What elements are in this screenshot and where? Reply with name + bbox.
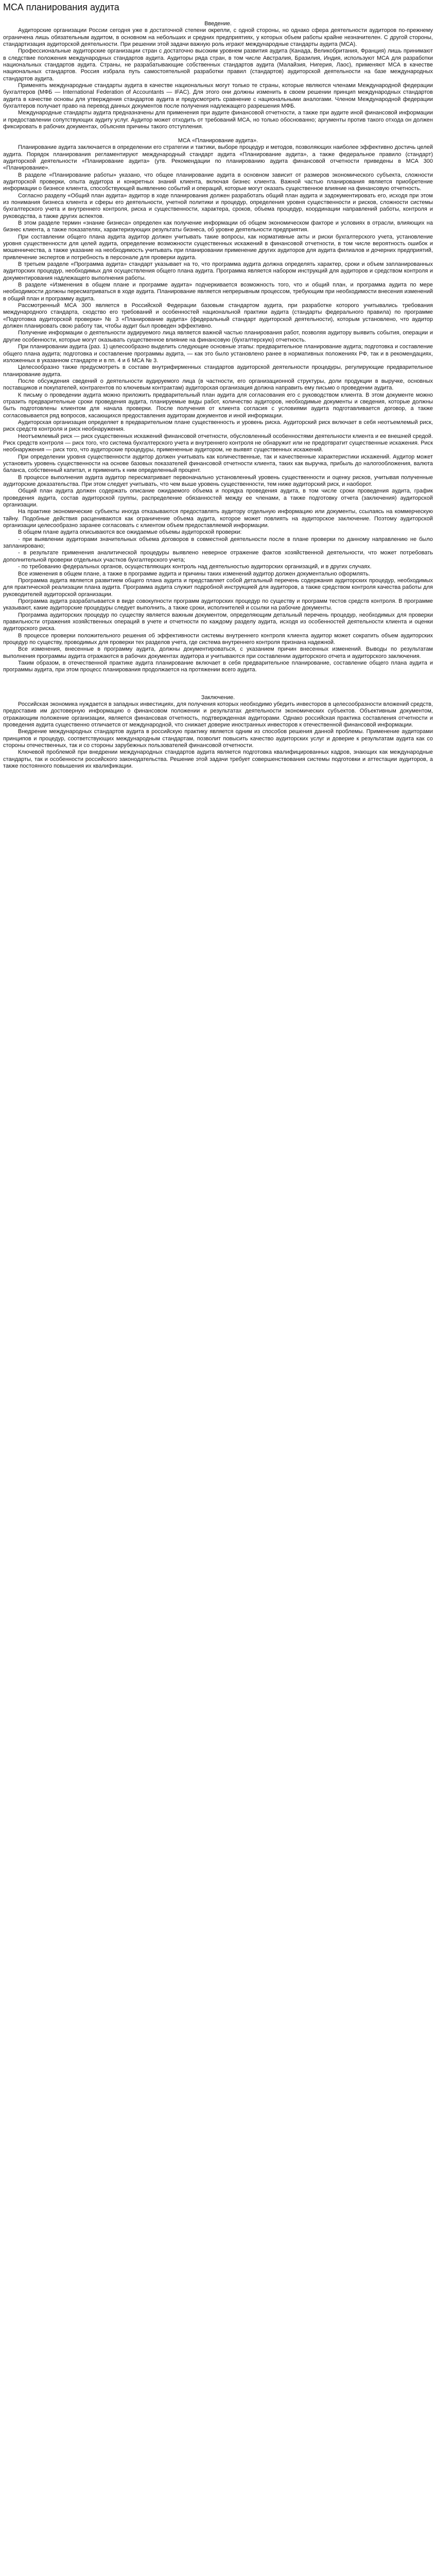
paragraph: При планировании аудита (раз. 1) целесообразно выделить следующие основные этапы: предварительное планирование аудита; подготовка и составление общего плана аудита; подготовка и составление программы аудита, — как это было установлено ранее в нормативных положениях РФ, так и в рекомендациях, изложенных в указанном стандарте и в пп. 4 и 6 МСА № 3. — [3, 344, 433, 364]
paragraph: В общем плане аудита описываются все ожидаемые объемы аудиторской проверки: — [18, 529, 242, 536]
paragraph: При составлении общего плана аудита аудитор должен учитывать такие вопросы, как нормативные акты и риски бухгалтерского учета, установление уровня существенности для целей аудита, определение возможности существенных искажений в финансовой отчетности, в том числе вероятность ошибок и мошенничества, а также указание на необходимость учитывать при планировании применение других аудиторов для аудита филиалов и дочерних предприятий, привлечение экспертов и потребность в персонале для проверки аудита. — [3, 233, 433, 261]
intro-section — [3, 27, 433, 130]
page-title: МСА планирования аудита — [3, 2, 119, 12]
article-body — [3, 21, 433, 770]
paragraph: Программа аудита является развитием общего плана аудита и представляет собой детальный перечень содержания аудиторских процедур, необходимых для практической реализации плана аудита. Программа аудита служит подробной инструкцией для аудиторов, а также средством контроля качества работы для руководителей аудиторской организации. — [3, 577, 433, 598]
paragraph: Аудиторские организации России сегодня уже в достаточной степени окрепли, с одной стороны, но однако сфера деятельности аудиторов по-прежнему ограничена лишь обязательным аудитом, в основном на небольших и средних предприятиях, у которых объем работы крайне незначителен. С другой стороны, стандартизация аудиторской деятельности. При решении этой задачи важную роль играют международные стандарты аудита (МСА). — [3, 27, 433, 48]
paragraph: Ключевой проблемой при внедрении международных стандартов аудита является подготовка квалифицированных кадров, знающих как международные стандарты, так и особенности российского законодательства. Решение этой задачи требует совершенствования системы подготовки и аттестации аудиторов, а также постоянного повышения их квалификации. — [3, 749, 433, 770]
main-section — [3, 144, 433, 673]
paragraph: Согласно разделу «Общий план аудита» аудитор в ходе планирования должен разработать общий план аудита и задокументировать его, исходя при этом из понимания бизнеса клиента и сферы его деятельности, учетной политики и процедур, определения уровня существенности и рисков, сложности системы бухгалтерского учета и внутреннего контроля, риска и существенности, характера, сроков, объема процедур, координации направлений работы, контроля и руководства, а также других аспектов. — [3, 192, 433, 219]
paragraph: В разделе «Планирование работы» указано, что общее планирование аудита в основном зависит от размеров экономического субъекта, сложности аудиторской проверки, опыта аудитора и конкретных знаний клиента, включая бизнес клиента. Важной частью планирования является приобретение информации о бизнесе клиента, способствующей выявлению событий и операций, которые могут оказать существенное влияние на финансовую отчетность. — [3, 172, 433, 192]
paragraph: - при выявлении аудиторами значительных объема договоров в совместной деятельности после в плане проверки по данному направлению не было запланировано; — [3, 536, 433, 550]
paragraph: В процессе выполнения аудита аудитор пересматривает первоначально установленный уровень существенности и оценку рисков, учитывая полученные аудиторские доказательства. При этом следует учитывать, что чем выше уровень существенности, тем ниже аудиторский риск, и наоборот. — [3, 474, 433, 488]
section-heading: МСА «Планирование аудита». — [178, 137, 258, 144]
paragraph: Аудиторская организация определяет в предварительном плане существенность и уровень риска. Аудиторский риск включает в себя неотъемлемый риск, риск средств контроля и риск необнаружения. — [3, 419, 433, 433]
paragraph: В третьем разделе «Программа аудита» стандарт указывает на то, что программа аудита должна определять характер, сроки и объем запланированных аудиторских процедур, необходимых для осуществления общего плана аудита. Программа является набором инструкций для аудиторов и средством контроля и документирования надлежащего выполнения работы. — [3, 261, 433, 281]
paragraph: На практике экономические субъекты иногда отказываются предоставлять аудитору отдельную информацию или документы, ссылаясь на коммерческую тайну. Подобные действия расцениваются как ограничение объема аудита, которое может повлиять на аудиторское заключение. Поэтому аудиторской организации целесообразно заранее согласовать с клиентом объем предоставляемой информации. — [3, 509, 433, 529]
conclusion-heading: Заключение. — [201, 694, 235, 701]
paragraph: Применять международные стандарты аудита в качестве национальных могут только те страны, которые являются членами Международной федерации бухгалтеров (МФБ — International Federation of Accountants — IFAC). Для этого они должны изменить в своем решении принцип международных стандартов аудита в качестве основы для утверждения стандартов аудита и предусмотреть сравнение с национальными аналогами. Членом Международной федерации бухгалтеров получает право на перевод данных документов после получения надлежащего разрешения МФБ. — [3, 82, 433, 110]
paragraph: Российская экономика нуждается в западных инвестициях, для получения которых необходимо убедить инвесторов в целесообразности вложений средств, предоставив им достоверную информацию о финансовом положении и результатах деятельности экономических субъектов. Объективным документом, отражающим положение организации, является финансовая отчетность, подтвержденная аудиторами. Однако российская практика составления отчетности и проведения аудита существенно отличается от международной, что снижает доверие иностранных инвесторов к отечественной финансовой информации. — [3, 701, 433, 728]
paragraph: Получение информации о деятельности аудируемого лица является важной частью планирования работ, позволяя аудитору выявить события, операции и другие особенности, которые могут оказывать существенное влияние на финансовую (бухгалтерскую) отчетность. — [3, 330, 433, 343]
intro-heading: Введение. — [204, 21, 232, 27]
paragraph: Профессиональные аудиторские организации стран с достаточно высоким уровнем развития аудита (Канада, Великобритания, Франция) лишь принимают в следствие положения международных стандартов аудита. Аудиторы ряда стран, в том числе Австралия, Бразилия, Индия, используют МСА для разработки национальных стандартов аудита. Страны, не разрабатывающие собственных стандартов аудита (Малайзия, Нигерия, Лаос), применяют МСА в качестве национальных стандартов. Россия избрала путь самостоятельной разработки правил (стандартов) аудиторской деятельности на базе международных стандартов аудита. — [3, 48, 433, 82]
conclusion-section — [3, 701, 433, 770]
paragraph: Планирование аудита заключается в определении его стратегии и тактики, выборе процедур и методов, позволяющих наиболее эффективно достичь целей аудита. Порядок планирования регламентируют международный стандарт аудита «Планирование аудита», а также федеральное правило (стандарт) аудиторской деятельности «Планирование аудита» (утв. Рекомендации по планированию аудита финансовой отчетности приведены в МСА 300 «Планирование». — [3, 144, 433, 172]
paragraph: Все изменения в общем плане, а также в программе аудита и причины таких изменений аудитор должен документально оформлять. — [18, 570, 370, 577]
paragraph: Программа аудиторских процедур по существу является важным документом, определяющим детальный перечень процедур, необходимых для проверки правильности отражения хозяйственных операций в учете и отчетности по каждому разделу аудита, исходя из особенностей деятельности клиента и оценки аудиторского риска. — [3, 612, 433, 632]
paragraph: После обсуждения сведений о деятельности аудируемого лица (в частности, его организационной структуры, доли продукции в выручке, основных поставщиков и покупателей, контрагентов по ключевым контрактам) аудиторская организация должна направить ему письмо о проведении аудита. — [3, 378, 433, 392]
paragraph: Все изменения, внесенные в программу аудита, должны документироваться, с указанием причин внесенных изменений. Выводы по результатам выполнения программы аудита отражаются в рабочих документах аудитора и учитываются при составлении аудиторского отчета и аудиторского заключения. — [3, 646, 433, 659]
paragraph: Таким образом, в отечественной практике аудита планирование включает в себя предварительное планирование, составление общего плана аудита и программы аудита, при этом процесс планирования продолжается на протяжении всего аудита. — [3, 659, 433, 673]
paragraph: - в результате применения аналитической процедуры выявлено неверное отражение фактов хозяйственной деятельности, что может потребовать дополнительной проверки отдельных участков бухгалтерского учета; — [3, 550, 433, 563]
paragraph: В этом разделе термин «знание бизнеса» определен как получение информации об общем экономическом факторе и условиях в отрасли, влияющих на бизнес клиента, а также показателях, характеризующих результаты бизнеса, об уровне деятельности предприятия. — [3, 219, 433, 233]
paragraph: Внедрение международных стандартов аудита в российскую практику является одним из способов решения данной проблемы. Применение аудиторами принципов и процедур, соответствующих международным стандартам, позволит повысить качество аудиторских услуг и доверие к результатам аудита как со стороны отечественных, так и со стороны зарубежных пользователей финансовой отчетности. — [3, 728, 433, 749]
paragraph: - по требованию федеральных органов, осуществляющих контроль над деятельностью аудиторских организаций, и в других случаях. — [18, 564, 372, 570]
paragraph: Целесообразно также предусмотреть в составе внутрифирменных стандартов аудиторской деятельности процедуры, регулирующие предварительное планирование аудита. — [3, 364, 433, 378]
paragraph: Неотъемлемый риск — риск существенных искажений финансовой отчетности, обусловленный особенностями деятельности клиента и ее внешней средой. Риск средств контроля — риск того, что система бухгалтерского учета и внутреннего контроля не обнаружит или не предотвратит существенные искажения. Риск необнаружения — риск того, что аудиторские процедуры, примененные аудитором, не выявят существенных искажений. — [3, 433, 433, 453]
paragraph: Общий план аудита должен содержать описание ожидаемого объема и порядка проведения аудита, в том числе сроки проведения аудита, график проведения аудита, состав аудиторской группы, распределение обязанностей между ее членами, а также подготовку отчета (заключения) аудиторской организации. — [3, 488, 433, 509]
paragraph: В разделе «Изменения в общем плане и программе аудита» подчеркивается возможность того, что и общий план, и программа аудита по мере необходимости должны пересматриваться в ходе аудита. Планирование является непрерывным процессом, требующим при необходимости внесения изменений в общий план и программу аудита. — [3, 282, 433, 302]
paragraph: Международные стандарты аудита предназначены для применения при аудите финансовой отчетности, а также при аудите иной финансовой информации и предоставлении сопутствующих аудиту услуг. Аудитор может отходить от требований МСА, но только обоснованно; аргументы против такого отхода он должен фиксировать в рабочих документах, объясняя причины такого отступления. — [3, 110, 433, 130]
paragraph: Программа аудита разрабатывается в виде совокупности программ аудиторских процедур по существу и программ тестов средств контроля. В программе указывают, какие аудиторские процедуры следует выполнить, а также сроки, исполнителей и ссылки на рабочие документы. — [3, 598, 433, 612]
paragraph: При определении уровня существенности аудитор должен учитывать как количественные, так и качественные характеристики искажений. Аудитор может установить уровень существенности на основе базовых показателей финансовой отчетности клиента, таких как выручка, прибыль до налогообложения, валюта баланса, собственный капитал, и применить к ним определенный процент. — [3, 453, 433, 474]
paragraph: Рассмотренный МСА 300 является в Российской Федерации базовым стандартом аудита, при разработке которого учитывались требования международного стандарта, сходство его требований и особенностей национальной практики аудита (стандарты федерального правила) по программе «Подготовка аудиторской проверки» № 3 «Планирование аудита» (федеральный стандарт аудиторской деятельности), которым установлено, что аудитор должен планировать свою работу так, чтобы аудит был проведен эффективно. — [3, 302, 433, 330]
paragraph: В процессе проверки положительного решения об эффективности системы внутреннего контроля клиента аудитор может сократить объем аудиторских процедур по существу, проводимых для проверки тех разделов учета, где система внутреннего контроля признана надежной. — [3, 632, 433, 646]
paragraph: К письму о проведении аудита можно приложить предварительный план аудита для согласования его с руководством клиента. В этом документе можно отразить предварительные сроки проведения аудита, планируемые виды работ, количество аудиторов, необходимые документы и сведения, которые должны быть подготовлены клиентом для начала проверки. После получения от клиента согласия с условиями аудита подготавливается договор, а также согласовывается ряд вопросов, касающихся предоставления аудиторам документов и иной информации. — [3, 392, 433, 419]
